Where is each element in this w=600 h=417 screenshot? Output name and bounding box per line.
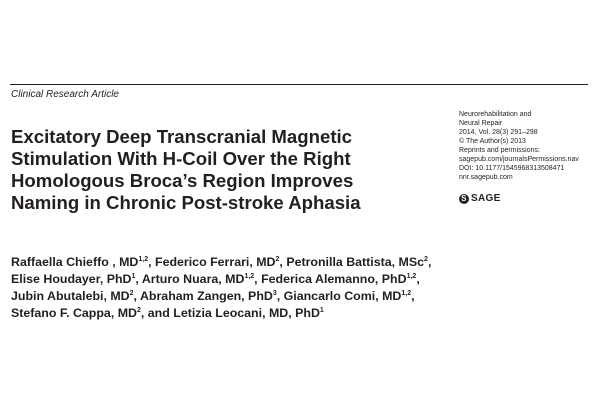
title-line: Excitatory Deep Transcranial Magnetic (11, 126, 353, 147)
author-separator: , (416, 272, 420, 286)
journal-info-line: Neurorehabilitation and (459, 111, 532, 118)
author-affiliation: 2 (424, 256, 428, 263)
author-separator: , (133, 289, 140, 303)
article-title (11, 126, 451, 214)
title-line: Stimulation With H-Coil Over the Right (11, 148, 351, 169)
article-category: Clinical Research Article (11, 89, 119, 100)
author-list (11, 254, 591, 322)
author-name: Petronilla Battista, MSc (286, 255, 425, 269)
author-separator: , (148, 255, 155, 269)
author-separator: , (279, 255, 287, 269)
author-name: Jubin Abutalebi, MD (11, 289, 130, 303)
journal-info-line: sagepub.com/journalsPermissions.nav (459, 156, 579, 163)
sage-logo-icon: S (459, 194, 469, 204)
author-affiliation: 2 (136, 307, 141, 314)
author-affiliation: 1,2 (138, 256, 149, 263)
journal-info (459, 110, 599, 182)
author-line (11, 271, 591, 288)
author-affiliation: 3 (272, 290, 277, 297)
title-line: Naming in Chronic Post-stroke Aphasia (11, 192, 361, 213)
author-separator: , (411, 289, 415, 303)
author-name: Federico Ferrari, MD (155, 255, 276, 269)
journal-info-line: DOI: 10.1177/1545968313508471 (459, 165, 565, 172)
author-separator: , (427, 255, 432, 269)
author-affiliation: 1 (319, 307, 324, 314)
author-affiliation: 2 (129, 290, 134, 297)
author-name: Abraham Zangen, PhD (139, 289, 273, 303)
author-separator: , and (140, 306, 174, 320)
title-line: Homologous Broca’s Region Improves (11, 170, 354, 191)
publisher-name: SAGE (471, 193, 501, 204)
author-separator: , (276, 289, 284, 303)
author-name: Letizia Leocani, MD, PhD (173, 306, 320, 320)
journal-info-line: nnr.sagepub.com (459, 174, 513, 181)
author-name: Raffaella Chieffo , MD (11, 255, 139, 269)
author-affiliation: 1,2 (244, 273, 255, 280)
journal-info-line: Neural Repair (459, 120, 503, 127)
author-line (11, 288, 591, 305)
journal-info-line: Reprints and permissions: (459, 147, 540, 154)
author-separator: , (254, 272, 262, 286)
author-affiliation: 1 (131, 273, 136, 280)
author-affiliation: 2 (275, 256, 280, 263)
author-name: Giancarlo Comi, MD (283, 289, 402, 303)
author-line (11, 254, 591, 271)
journal-info-line: © The Author(s) 2013 (459, 138, 526, 145)
author-name: Arturo Nuara, MD (141, 272, 245, 286)
author-affiliation: 1,2 (406, 273, 417, 280)
journal-info-line: 2014, Vol. 28(3) 291–298 (459, 129, 538, 136)
author-separator: , (135, 272, 142, 286)
publisher-logo (459, 193, 501, 204)
author-affiliation: 1,2 (401, 290, 412, 297)
author-name: Elise Houdayer, PhD (11, 272, 132, 286)
header-rule (10, 84, 588, 85)
author-line (11, 305, 591, 322)
author-name: Federica Alemanno, PhD (261, 272, 407, 286)
author-name: Stefano F. Cappa, MD (11, 306, 137, 320)
